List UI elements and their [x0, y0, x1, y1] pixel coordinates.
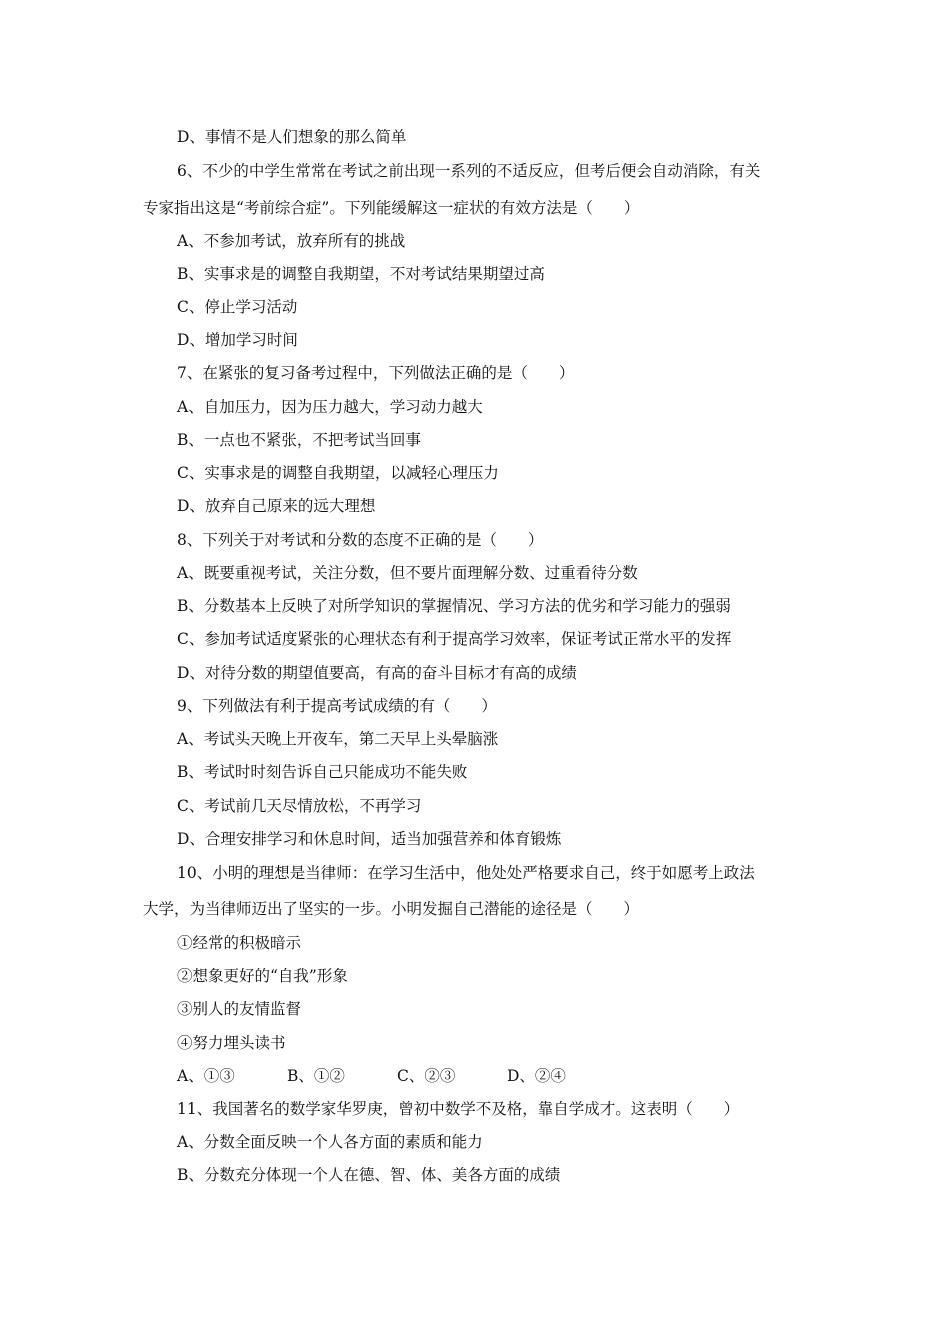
- statement-line: ①经常的积极暗示: [177, 934, 302, 952]
- option-line: B、分数充分体现一个人在德、智、体、美各方面的成绩: [177, 1166, 561, 1184]
- statement-line: ④努力埋头读书: [177, 1034, 286, 1052]
- option-line: B、实事求是的调整自我期望，不对考试结果期望过高: [177, 265, 545, 283]
- option-line: B、考试时时刻告诉自己只能成功不能失败: [177, 763, 468, 781]
- option-line: C、停止学习活动: [177, 298, 298, 316]
- option-line: B、一点也不紧张，不把考试当回事: [177, 431, 421, 449]
- option-line: A、考试头天晚上开夜车，第二天早上头晕脑涨: [177, 730, 499, 748]
- question-6: 6、不少的中学生常常在考试之前出现一系列的不适反应，但考后便会自动消除，有关: [177, 162, 761, 180]
- question-7: 7、在紧张的复习备考过程中，下列做法正确的是（ ）: [177, 364, 575, 382]
- answer-option: C、②③: [397, 1067, 456, 1085]
- answer-option: B、①②: [287, 1067, 345, 1085]
- text-line: D、事情不是人们想象的那么简单: [177, 128, 407, 146]
- answer-options-row: [177, 1066, 617, 1086]
- option-line: D、放弃自己原来的远大理想: [177, 497, 376, 515]
- question-8: 8、下列关于对考试和分数的态度不正确的是（ ）: [177, 531, 544, 549]
- answer-option: D、②④: [507, 1067, 566, 1085]
- question-11: 11、我国著名的数学家华罗庚，曾初中数学不及格，靠自学成才。这表明（ ）: [177, 1100, 740, 1118]
- option-line: C、参加考试适度紧张的心理状态有利于提高学习效率，保证考试正常水平的发挥: [177, 630, 732, 648]
- option-line: A、不参加考试，放弃所有的挑战: [177, 232, 406, 250]
- statement-line: ③别人的友情监督: [177, 1000, 302, 1018]
- option-line: D、合理安排学习和休息时间，适当加强营养和体育锻炼: [177, 830, 562, 848]
- question-6-cont: 专家指出这是“考前综合症”。下列能缓解这一症状的有效方法是（ ）: [143, 199, 640, 217]
- option-line: C、考试前几天尽情放松，不再学习: [177, 797, 422, 815]
- answer-option: A、①③: [177, 1067, 235, 1085]
- option-line: B、分数基本上反映了对所学知识的掌握情况、学习方法的优劣和学习能力的强弱: [177, 597, 731, 615]
- option-line: A、自加压力，因为压力越大，学习动力越大: [177, 398, 483, 416]
- statement-line: ②想象更好的“自我”形象: [177, 967, 348, 985]
- option-line: D、增加学习时间: [177, 331, 298, 349]
- question-10: 10、小明的理想是当律师：在学习生活中，他处处严格要求自己，终于如愿考上政法: [177, 864, 755, 882]
- question-10-cont: 大学，为当律师迈出了坚实的一步。小明发掘自己潜能的途径是（ ）: [143, 900, 640, 918]
- option-line: D、对待分数的期望值要高，有高的奋斗目标才有高的成绩: [177, 664, 577, 682]
- option-line: A、分数全面反映一个人各方面的素质和能力: [177, 1133, 483, 1151]
- option-line: A、既要重视考试，关注分数，但不要片面理解分数、过重看待分数: [177, 564, 638, 582]
- question-9: 9、下列做法有利于提高考试成绩的有（ ）: [177, 697, 497, 715]
- option-line: C、实事求是的调整自我期望，以减轻心理压力: [177, 464, 499, 482]
